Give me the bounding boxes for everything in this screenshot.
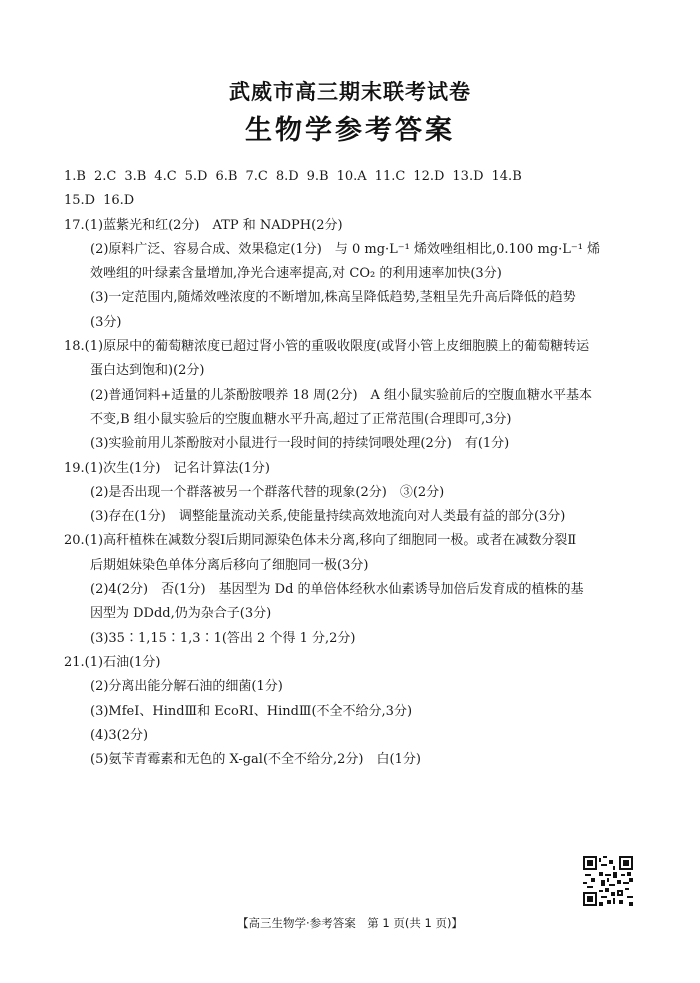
q18-line: (3)实验前用儿茶酚胺对小鼠进行一段时间的持续饲喂处理(2分) 有(1分) [90,436,510,452]
q21-line: 21.(1)石油(1分) [64,654,161,670]
mc-answer: 2.C [93,169,117,184]
q18-line: 蛋白达到饱和)(2分) [90,363,205,379]
q19-line: (2)是否出现一个群落被另一个群落代替的现象(2分) ③(2分) [90,484,445,500]
q21-line: (4)3(2分) [90,727,149,743]
page-footer: 【高三生物学·参考答案 第 1 页(共 1 页)】 [237,916,463,930]
mc-answers-row-1 [64,165,642,189]
answer-body [64,165,642,772]
mc-answer: 6.B [215,169,238,184]
q17-line: (3)一定范围内,随烯效唑浓度的不断增加,株高呈降低趋势,茎粗呈先升高后降低的趋势 [90,290,576,306]
mc-answer: 16.D [103,193,135,209]
q20-line: (2)4(2分) 否(1分) 基因型为 Dd 的单倍体经秋水仙素诱导加倍后发育成的植株的基 [90,582,584,598]
q18-line: 不变,B 组小鼠实验后的空腹血糖水平升高,超过了正常范围(合理即可,3分) [90,411,512,427]
mc-answer: 8.D [275,169,299,184]
mc-answer: 5.D [184,169,208,184]
q18-line: (2)普通饲料+适量的儿茶酚胺喂养 18 周(2分) A 组小鼠实验前后的空腹血糖水平基本 [90,387,593,403]
mc-answer: 1.B [64,169,86,184]
q17-line: 17.(1)蓝紫光和红(2分) ATP 和 NADPH(2分) [64,217,343,233]
q19-line: 19.(1)次生(1分) 记名计算法(1分) [64,460,270,476]
exam-title: 武威市高三期末联考试卷 [229,80,471,104]
mc-answers-row-2 [64,189,642,213]
qr-code-icon[interactable] [583,856,633,906]
mc-answer: 15.D [64,193,96,209]
mc-answer: 11.C [374,169,406,184]
mc-answer: 14.B [491,169,522,184]
q17-line: (3分) [90,314,122,330]
q21-line: (3)MfeⅠ、HindⅢ和 EcoRⅠ、HindⅢ(不全不给分,3分) [90,703,413,719]
answer-key-title: 生物学参考答案 [245,115,455,146]
q18-line: 18.(1)原尿中的葡萄糖浓度已超过肾小管的重吸收限度(或肾小管上皮细胞膜上的葡萄糖转运 [64,339,590,355]
mc-answer: 7.C [245,169,268,184]
mc-answer: 12.D [413,169,445,184]
q20-line: 20.(1)高秆植株在减数分裂Ⅰ后期同源染色体未分离,移向了细胞同一极。或者在减数分裂Ⅱ [64,533,577,549]
mc-answer: 10.A [336,169,367,184]
q21-line: (2)分离出能分解石油的细菌(1分) [90,679,283,695]
mc-answer: 3.B [124,169,147,184]
mc-answer: 13.D [452,169,484,184]
q21-line: (5)氨苄青霉素和无色的 X-gal(不全不给分,2分) 白(1分) [90,752,421,768]
mc-answer: 4.C [154,169,177,184]
q20-line: 因型为 DDdd,仍为杂合子(3分) [90,606,272,622]
q19-line: (3)存在(1分) 调整能量流动关系,使能量持续高效地流向对人类最有益的部分(3分) [90,509,566,525]
q17-line: 效唑组的叶绿素含量增加,净光合速率提高,对 CO₂ 的利用速率加快(3分) [90,266,502,282]
q17-line: (2)原料广泛、容易合成、效果稳定(1分) 与 0 mg·L⁻¹ 烯效唑组相比,0.100 mg·L⁻¹ 烯 [90,241,601,257]
mc-answer: 9.B [306,169,329,184]
q20-line: 后期姐妹染色单体分离后移向了细胞同一极(3分) [90,557,369,573]
q20-line: (3)35∶1,15∶1,3∶1(答出 2 个得 1 分,2分) [90,630,356,646]
